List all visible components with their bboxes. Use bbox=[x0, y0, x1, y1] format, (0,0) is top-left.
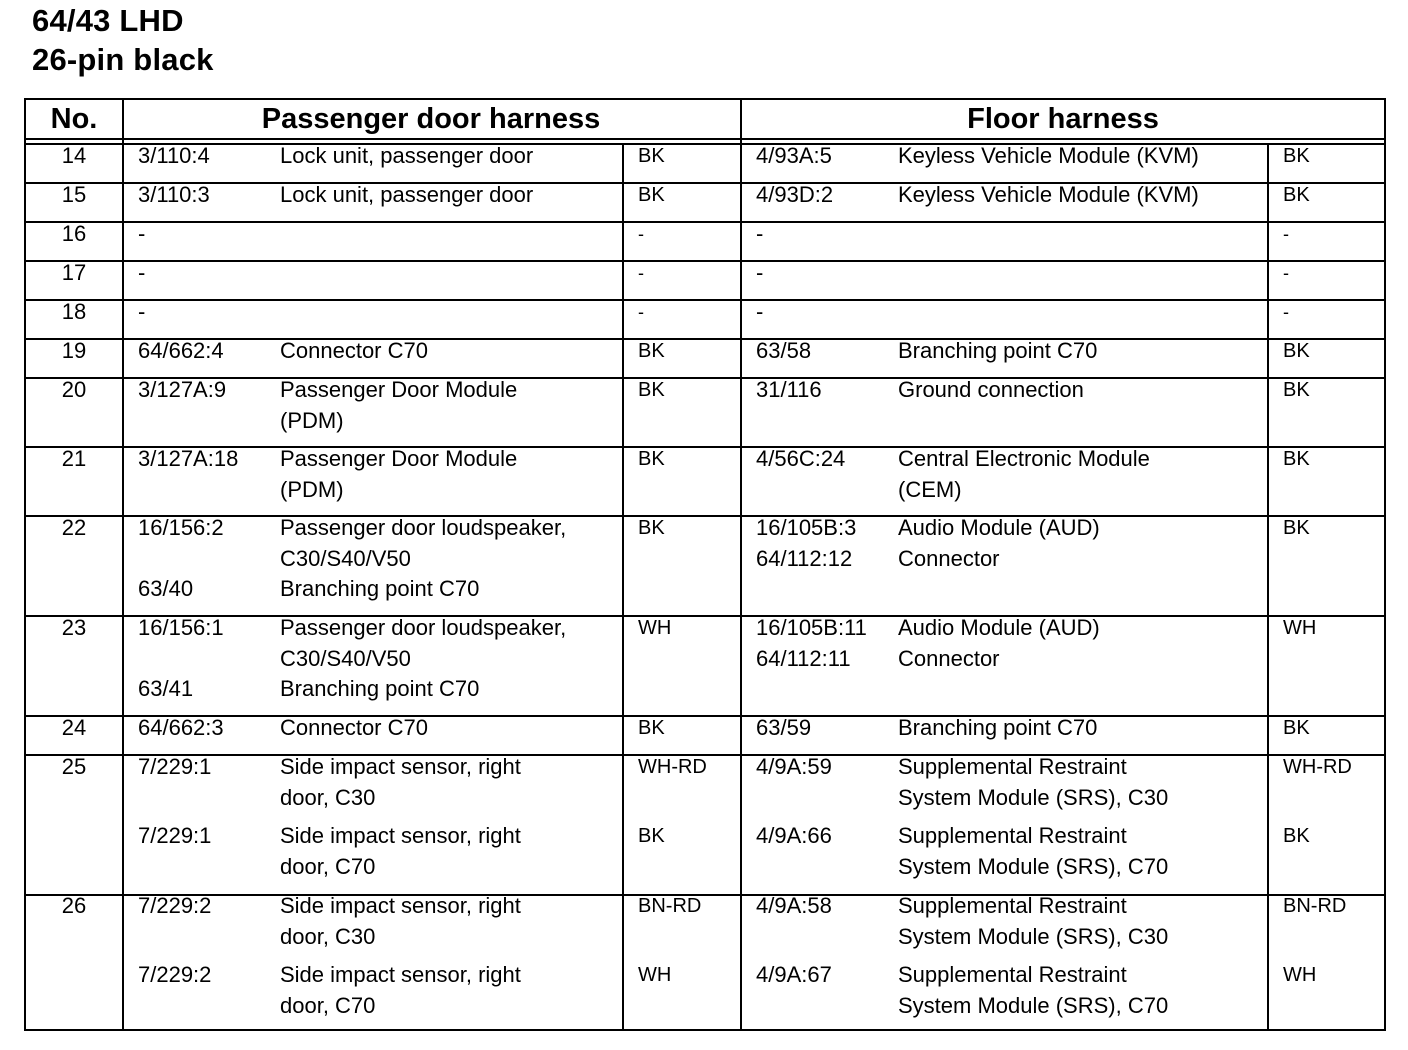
row-separator bbox=[26, 515, 1384, 517]
passenger-component-desc: Connector C70 bbox=[280, 715, 428, 740]
floor-wire-color: BK bbox=[1283, 517, 1310, 539]
column-divider bbox=[622, 143, 624, 1029]
page-subtitle: 26-pin black bbox=[32, 42, 214, 77]
floor-component-desc: Branching point C70 bbox=[898, 338, 1098, 363]
passenger-component-desc: Lock unit, passenger door bbox=[280, 143, 534, 168]
passenger-wire-color: BK bbox=[638, 379, 665, 401]
passenger-component-desc: Lock unit, passenger door bbox=[280, 182, 534, 207]
row-separator bbox=[26, 299, 1384, 301]
passenger-connector-code: 7/229:2 bbox=[138, 893, 212, 918]
floor-wire-color: BK bbox=[1283, 379, 1310, 401]
pin-number: 17 bbox=[61, 260, 87, 285]
floor-connector-code: 16/105B:11 64/112:11 bbox=[756, 615, 867, 671]
header-no: No. bbox=[50, 103, 98, 135]
header-floor-harness: Floor harness bbox=[967, 103, 1159, 135]
row-separator bbox=[26, 260, 1384, 262]
pin-number: 19 bbox=[61, 338, 87, 363]
passenger-connector-code: - bbox=[138, 221, 146, 246]
row-separator bbox=[26, 138, 1384, 140]
passenger-connector-code: 16/156:1 63/41 bbox=[138, 615, 224, 701]
passenger-component-desc: Passenger door loudspeaker, C30/S40/V50 Branching point C70 bbox=[280, 515, 567, 601]
floor-connector-code: - bbox=[756, 221, 764, 246]
row-separator bbox=[26, 143, 1384, 145]
floor-connector-code: 4/56C:24 bbox=[756, 446, 846, 471]
floor-connector-code: 4/9A:58 bbox=[756, 893, 832, 918]
passenger-component-desc: Side impact sensor, right door, C30 bbox=[280, 754, 521, 810]
column-divider bbox=[740, 100, 742, 1029]
passenger-wire-color: BK bbox=[638, 717, 665, 739]
passenger-wire-color: BK bbox=[638, 825, 665, 847]
pin-number: 15 bbox=[61, 182, 87, 207]
pin-number: 24 bbox=[61, 715, 87, 740]
passenger-component-desc: Side impact sensor, right door, C70 bbox=[280, 823, 521, 879]
column-divider bbox=[122, 100, 124, 1029]
floor-component-desc: Supplemental Restraint System Module (SRS), C30 bbox=[898, 754, 1169, 810]
floor-connector-code: 4/9A:66 bbox=[756, 823, 832, 848]
pinout-table bbox=[24, 98, 1386, 1031]
floor-wire-color: BK bbox=[1283, 340, 1310, 362]
row-separator bbox=[26, 446, 1384, 448]
floor-component-desc: Keyless Vehicle Module (KVM) bbox=[898, 182, 1199, 207]
floor-connector-code: 4/9A:59 bbox=[756, 754, 832, 779]
passenger-wire-color: - bbox=[638, 263, 644, 283]
row-separator bbox=[26, 338, 1384, 340]
row-separator bbox=[26, 615, 1384, 617]
passenger-connector-code: 7/229:1 bbox=[138, 754, 212, 779]
floor-connector-code: 16/105B:3 64/112:12 bbox=[756, 515, 857, 571]
row-separator bbox=[26, 715, 1384, 717]
pin-number: 23 bbox=[61, 615, 87, 640]
passenger-connector-code: 64/662:4 bbox=[138, 338, 224, 363]
pin-number: 21 bbox=[61, 446, 87, 471]
pin-number: 14 bbox=[61, 143, 87, 168]
floor-connector-code: 63/59 bbox=[756, 715, 812, 740]
passenger-wire-color: - bbox=[638, 224, 644, 244]
passenger-connector-code: 3/127A:18 bbox=[138, 446, 239, 471]
passenger-wire-color: BK bbox=[638, 145, 665, 167]
row-separator bbox=[26, 894, 1384, 896]
floor-component-desc: Ground connection bbox=[898, 377, 1084, 402]
row-separator bbox=[26, 377, 1384, 379]
passenger-wire-color: BK bbox=[638, 340, 665, 362]
floor-wire-color: BK bbox=[1283, 145, 1310, 167]
floor-wire-color: BK bbox=[1283, 184, 1310, 206]
passenger-component-desc: Connector C70 bbox=[280, 338, 428, 363]
pin-number: 20 bbox=[61, 377, 87, 402]
floor-component-desc: Audio Module (AUD) Connector bbox=[898, 515, 1100, 571]
passenger-wire-color: - bbox=[638, 302, 644, 322]
passenger-component-desc: Side impact sensor, right door, C30 bbox=[280, 893, 521, 949]
floor-wire-color: WH bbox=[1283, 617, 1317, 639]
floor-wire-color: - bbox=[1283, 302, 1289, 322]
passenger-connector-code: 16/156:2 63/40 bbox=[138, 515, 224, 601]
floor-wire-color: - bbox=[1283, 263, 1289, 283]
passenger-connector-code: 7/229:1 bbox=[138, 823, 212, 848]
passenger-wire-color: BK bbox=[638, 448, 665, 470]
pin-number: 18 bbox=[61, 299, 87, 324]
floor-wire-color: BK bbox=[1283, 825, 1310, 847]
column-divider bbox=[1267, 143, 1269, 1029]
floor-wire-color: - bbox=[1283, 224, 1289, 244]
passenger-wire-color: BN-RD bbox=[638, 895, 702, 917]
pin-number: 22 bbox=[61, 515, 87, 540]
passenger-wire-color: WH bbox=[638, 617, 672, 639]
passenger-wire-color: WH bbox=[638, 964, 672, 986]
passenger-wire-color: WH-RD bbox=[638, 756, 707, 778]
floor-wire-color: WH-RD bbox=[1283, 756, 1352, 778]
passenger-connector-code: 3/110:3 bbox=[138, 182, 210, 207]
floor-component-desc: Central Electronic Module (CEM) bbox=[898, 446, 1150, 502]
floor-component-desc: Supplemental Restraint System Module (SRS), C30 bbox=[898, 893, 1169, 949]
floor-component-desc: Keyless Vehicle Module (KVM) bbox=[898, 143, 1199, 168]
passenger-connector-code: 64/662:3 bbox=[138, 715, 224, 740]
passenger-wire-color: BK bbox=[638, 184, 665, 206]
passenger-connector-code: - bbox=[138, 260, 146, 285]
floor-connector-code: - bbox=[756, 260, 764, 285]
pin-number: 25 bbox=[61, 754, 87, 779]
floor-connector-code: 4/9A:67 bbox=[756, 962, 832, 987]
floor-connector-code: 31/116 bbox=[756, 377, 822, 402]
floor-wire-color: BN-RD bbox=[1283, 895, 1347, 917]
passenger-connector-code: 3/127A:9 bbox=[138, 377, 227, 402]
passenger-connector-code: 7/229:2 bbox=[138, 962, 212, 987]
floor-connector-code: - bbox=[756, 299, 764, 324]
floor-wire-color: BK bbox=[1283, 717, 1310, 739]
floor-connector-code: 63/58 bbox=[756, 338, 812, 363]
passenger-wire-color: BK bbox=[638, 517, 665, 539]
floor-component-desc: Audio Module (AUD) Connector bbox=[898, 615, 1100, 671]
pin-number: 26 bbox=[61, 893, 87, 918]
row-separator bbox=[26, 754, 1384, 756]
floor-connector-code: 4/93D:2 bbox=[756, 182, 834, 207]
pin-number: 16 bbox=[61, 221, 87, 246]
floor-connector-code: 4/93A:5 bbox=[756, 143, 832, 168]
floor-component-desc: Supplemental Restraint System Module (SRS), C70 bbox=[898, 962, 1169, 1018]
passenger-component-desc: Passenger door loudspeaker, C30/S40/V50 Branching point C70 bbox=[280, 615, 567, 701]
floor-wire-color: WH bbox=[1283, 964, 1317, 986]
row-separator bbox=[26, 182, 1384, 184]
floor-component-desc: Supplemental Restraint System Module (SRS), C70 bbox=[898, 823, 1169, 879]
floor-wire-color: BK bbox=[1283, 448, 1310, 470]
passenger-connector-code: - bbox=[138, 299, 146, 324]
page-title: 64/43 LHD bbox=[32, 3, 184, 38]
passenger-connector-code: 3/110:4 bbox=[138, 143, 210, 168]
header-passenger-door-harness: Passenger door harness bbox=[261, 103, 601, 135]
passenger-component-desc: Passenger Door Module (PDM) bbox=[280, 377, 518, 433]
floor-component-desc: Branching point C70 bbox=[898, 715, 1098, 740]
passenger-component-desc: Side impact sensor, right door, C70 bbox=[280, 962, 521, 1018]
row-separator bbox=[26, 221, 1384, 223]
passenger-component-desc: Passenger Door Module (PDM) bbox=[280, 446, 518, 502]
